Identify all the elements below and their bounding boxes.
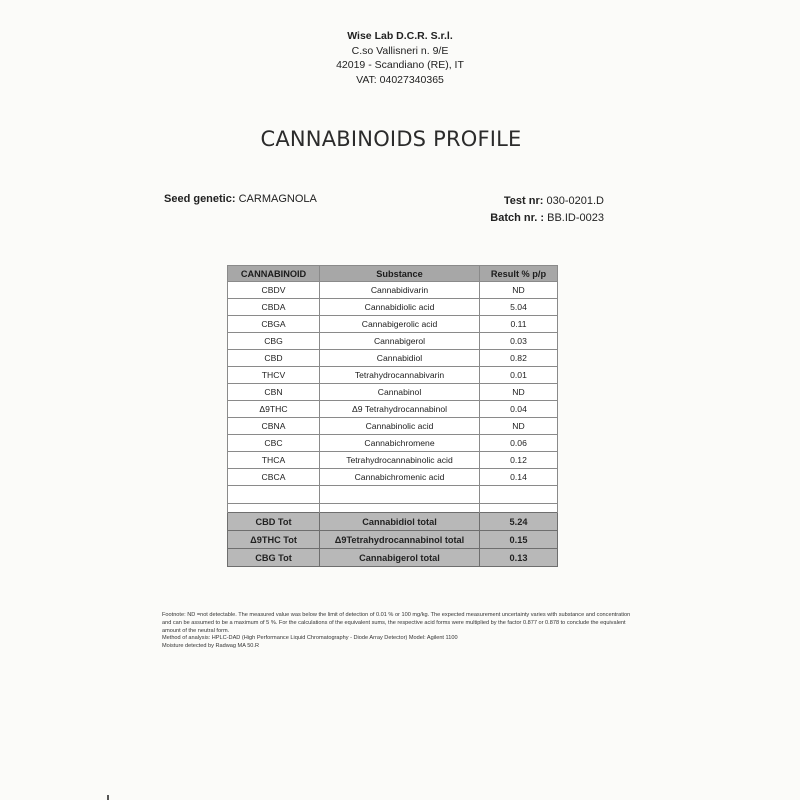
result-cell: 0.12: [480, 452, 558, 469]
substance-cell: Cannabinol: [320, 384, 480, 401]
cannabinoid-cell: Δ9THC: [228, 401, 320, 418]
result-cell: ND: [480, 384, 558, 401]
column-header-substance: Substance: [320, 266, 480, 282]
column-header-result: Result % p/p: [480, 266, 558, 282]
total-result-cell: 0.15: [480, 531, 558, 549]
address-line-2: 42019 - Scandiano (RE), IT: [336, 59, 464, 71]
substance-cell: Cannabidiol: [320, 350, 480, 367]
result-cell: 0.04: [480, 401, 558, 418]
company-name: Wise Lab D.C.R. S.r.l.: [347, 30, 453, 42]
vat-number: VAT: 04027340365: [356, 73, 444, 86]
cannabinoid-cell: CBNA: [228, 418, 320, 435]
test-number-value: 030-0201.D: [546, 195, 604, 207]
seed-genetic-value: CARMAGNOLA: [238, 193, 317, 205]
total-row: [228, 531, 558, 549]
substance-cell: Cannabigerol: [320, 333, 480, 350]
cannabinoid-cell: CBCA: [228, 469, 320, 486]
table-row: [228, 469, 558, 486]
cannabinoid-cell: CBG: [228, 333, 320, 350]
total-substance-cell: Δ9Tetrahydrocannabinol total: [320, 531, 480, 549]
page-title: CANNABINOIDS PROFILE: [260, 127, 522, 151]
batch-number-value: BB.ID-0023: [547, 212, 604, 224]
empty-cell: [320, 486, 480, 504]
spacer-cell: [320, 504, 480, 513]
cannabinoid-cell: CBC: [228, 435, 320, 452]
seed-genetic-label: Seed genetic:: [164, 193, 236, 205]
scan-mark: [107, 795, 109, 800]
result-cell: 0.82: [480, 350, 558, 367]
test-number-label: Test nr:: [503, 195, 544, 207]
column-header-cannabinoid: CANNABINOID: [228, 266, 320, 282]
cannabinoid-cell: CBGA: [228, 316, 320, 333]
table-row: [228, 316, 558, 333]
total-cannabinoid-cell: CBD Tot: [228, 513, 320, 531]
cannabinoid-cell: THCV: [228, 367, 320, 384]
substance-cell: Δ9 Tetrahydrocannabinol: [320, 401, 480, 418]
spacer-cell: [480, 504, 558, 513]
total-result-cell: 5.24: [480, 513, 558, 531]
total-row: [228, 513, 558, 531]
result-cell: 0.01: [480, 367, 558, 384]
spacer-cell: [228, 504, 320, 513]
table-row: [228, 350, 558, 367]
test-number: [490, 193, 604, 210]
seed-genetic: [164, 193, 317, 205]
result-cell: ND: [480, 282, 558, 299]
table-row: [228, 401, 558, 418]
total-cannabinoid-cell: Δ9THC Tot: [228, 531, 320, 549]
cannabinoid-cell: THCA: [228, 452, 320, 469]
table-row: [228, 384, 558, 401]
empty-row: [228, 486, 558, 504]
address-line-1: C.so Vallisneri n. 9/E: [351, 44, 449, 57]
footnote-method: Method of analysis: HPLC-DAD (High Performance Liquid Chromatography - Diode Array Detector) Model: Agilent 1100: [162, 635, 458, 642]
substance-cell: Tetrahydrocannabivarin: [320, 367, 480, 384]
total-cannabinoid-cell: CBG Tot: [228, 549, 320, 567]
cannabinoid-cell: CBN: [228, 384, 320, 401]
result-cell: 0.11: [480, 316, 558, 333]
substance-cell: Cannabigerolic acid: [320, 316, 480, 333]
result-cell: 5.04: [480, 299, 558, 316]
total-substance-cell: Cannabigerol total: [320, 549, 480, 567]
result-cell: 0.03: [480, 333, 558, 350]
substance-cell: Cannabinolic acid: [320, 418, 480, 435]
result-cell: 0.14: [480, 469, 558, 486]
table-row: [228, 282, 558, 299]
substance-cell: Cannabidiolic acid: [320, 299, 480, 316]
empty-cell: [228, 486, 320, 504]
lab-header: [0, 29, 800, 87]
cannabinoid-cell: CBDV: [228, 282, 320, 299]
result-cell: ND: [480, 418, 558, 435]
substance-cell: Cannabichromene: [320, 435, 480, 452]
batch-number-label: Batch nr. :: [490, 212, 545, 224]
table-row: [228, 333, 558, 350]
substance-cell: Cannabidivarin: [320, 282, 480, 299]
table-row: [228, 452, 558, 469]
result-cell: 0.06: [480, 435, 558, 452]
total-row: [228, 549, 558, 567]
cannabinoid-cell: CBD: [228, 350, 320, 367]
table-row: [228, 435, 558, 452]
cannabinoid-table: [227, 265, 558, 567]
table-row: [228, 299, 558, 316]
table-row: [228, 418, 558, 435]
empty-cell: [480, 486, 558, 504]
table-header-row: [228, 266, 558, 282]
cannabinoid-cell: CBDA: [228, 299, 320, 316]
footnote-moisture: Moisture detected by Radwag MA 50.R: [162, 643, 260, 650]
total-substance-cell: Cannabidiol total: [320, 513, 480, 531]
substance-cell: Cannabichromenic acid: [320, 469, 480, 486]
footnote: [162, 612, 632, 651]
batch-number: [490, 210, 604, 227]
spacer-row: [228, 504, 558, 513]
table-row: [228, 367, 558, 384]
test-info: [490, 193, 604, 227]
footnote-detection: Footnote: ND =not detectable. The measured value was below the limit of detection of 0.01 % or 100 mg/kg. The expected measurement uncertainty varies with substance and concentration and can be assumed to be a maximum of 5 %. For the calculations of the equivalent sums, the respective acid forms were multiplied by the factor 0.877 or 0.878 to conclude the equivalent amount of the neutral form.: [162, 612, 631, 634]
substance-cell: Tetrahydrocannabinolic acid: [320, 452, 480, 469]
total-result-cell: 0.13: [480, 549, 558, 567]
